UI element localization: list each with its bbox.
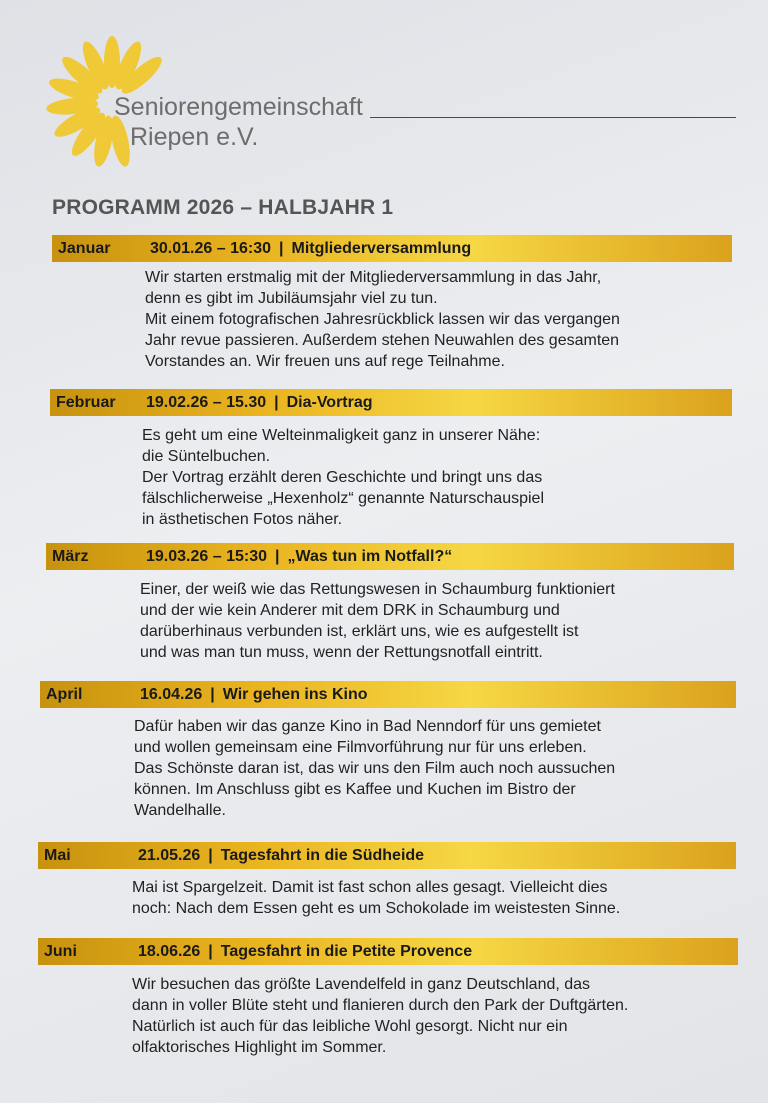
event-separator: |: [210, 685, 215, 703]
event-separator: |: [208, 846, 213, 864]
event-separator: |: [279, 239, 284, 257]
event-separator: |: [275, 547, 280, 565]
description-line: noch: Nach dem Essen geht es um Schokolade im weistesten Sinne.: [132, 900, 621, 917]
description-line: Vorstandes an. Wir freuen uns auf rege Teilnahme.: [145, 353, 505, 370]
description-line: Dafür haben wir das ganze Kino in Bad Nenndorf für uns gemietet: [134, 718, 601, 735]
description-line: und was man tun muss, wenn der Rettungsnotfall eintritt.: [140, 644, 543, 661]
event-description: [134, 716, 615, 821]
event-description: [132, 974, 628, 1058]
event-header-bar: [52, 235, 732, 262]
event-date: 18.06.26: [138, 942, 201, 960]
description-line: denn es gibt im Jubiläumsjahr viel zu tun.: [145, 290, 438, 307]
event-month: Januar: [58, 239, 111, 257]
description-line: Wandelhalle.: [134, 802, 226, 819]
description-line: Natürlich ist auch für das leibliche Wohl gesorgt. Nicht nur ein: [132, 1018, 568, 1035]
event-description: [132, 877, 620, 919]
description-line: und wollen gemeinsam eine Filmvorführung nur für uns erleben.: [134, 739, 587, 756]
description-line: können. Im Anschluss gibt es Kaffee und Kuchen im Bistro der: [134, 781, 576, 798]
event-title: Mitgliederversammlung: [291, 239, 472, 257]
event-date: 30.01.26 – 16:30: [150, 239, 271, 257]
event-header-bar: [38, 938, 738, 965]
event-separator: |: [274, 393, 279, 411]
event-date: 19.02.26 – 15.30: [146, 393, 267, 411]
description-line: dann in voller Blüte steht und flanieren durch den Park der Duftgärten.: [132, 997, 629, 1014]
event-date: 19.03.26 – 15:30: [146, 547, 267, 565]
organization-name: [114, 92, 363, 152]
header-rule: [370, 117, 736, 118]
organization-name-line1: Seniorengemeinschaft: [114, 93, 363, 121]
event-month: Februar: [56, 393, 116, 411]
event-header-bar: [40, 681, 736, 708]
organization-name-line2: Riepen e.V.: [130, 123, 259, 151]
event-separator: |: [208, 942, 213, 960]
description-line: Jahr revue passieren. Außerdem stehen Neuwahlen des gesamten: [145, 332, 620, 349]
description-line: Einer, der weiß wie das Rettungswesen in Schaumburg funktioniert: [140, 581, 615, 598]
description-line: Mai ist Spargelzeit. Damit ist fast schon alles gesagt. Vielleicht dies: [132, 879, 608, 896]
event-header-bar: [50, 389, 732, 416]
description-line: Der Vortrag erzählt deren Geschichte und bringt uns das: [142, 469, 543, 486]
event-month: April: [46, 685, 83, 703]
event-date: 21.05.26: [138, 846, 201, 864]
description-line: Es geht um eine Welteinmaligkeit ganz in unserer Nähe:: [142, 427, 541, 444]
event-description: [140, 579, 615, 663]
description-line: Wir besuchen das größte Lavendelfeld in ganz Deutschland, das: [132, 976, 591, 993]
description-line: olfaktorisches Highlight im Sommer.: [132, 1039, 387, 1056]
event-header-bar: [38, 842, 736, 869]
event-header-bar: [46, 543, 734, 570]
event-title: „Was tun im Notfall?“: [287, 547, 453, 565]
description-line: Wir starten erstmalig mit der Mitgliederversammlung in das Jahr,: [145, 269, 602, 286]
event-title: Tagesfahrt in die Petite Provence: [220, 942, 473, 960]
event-date: 16.04.26: [140, 685, 203, 703]
program-title: PROGRAMM 2026 – HALBJAHR 1: [52, 196, 394, 219]
event-month: Mai: [44, 846, 71, 864]
event-title: Tagesfahrt in die Südheide: [220, 846, 425, 864]
description-line: und der wie kein Anderer mit dem DRK in Schaumburg und: [140, 602, 560, 619]
description-line: die Süntelbuchen.: [142, 448, 271, 465]
event-title: Dia-Vortrag: [286, 393, 373, 411]
description-line: in ästhetischen Fotos näher.: [142, 511, 343, 528]
event-month: Juni: [44, 942, 77, 960]
event-description: [145, 267, 620, 372]
description-line: Das Schönste daran ist, das wir uns den Film auch noch aussuchen: [134, 760, 616, 777]
description-line: darüberhinaus verbunden ist, erklärt uns, wie es aufgestellt ist: [140, 623, 579, 640]
event-month: März: [52, 547, 89, 565]
description-line: Mit einem fotografischen Jahresrückblick lassen wir das vergangen: [145, 311, 620, 328]
event-description: [142, 425, 544, 530]
event-title: Wir gehen ins Kino: [222, 685, 368, 703]
description-line: fälschlicherweise „Hexenholz“ genannte Naturschauspiel: [142, 490, 544, 507]
